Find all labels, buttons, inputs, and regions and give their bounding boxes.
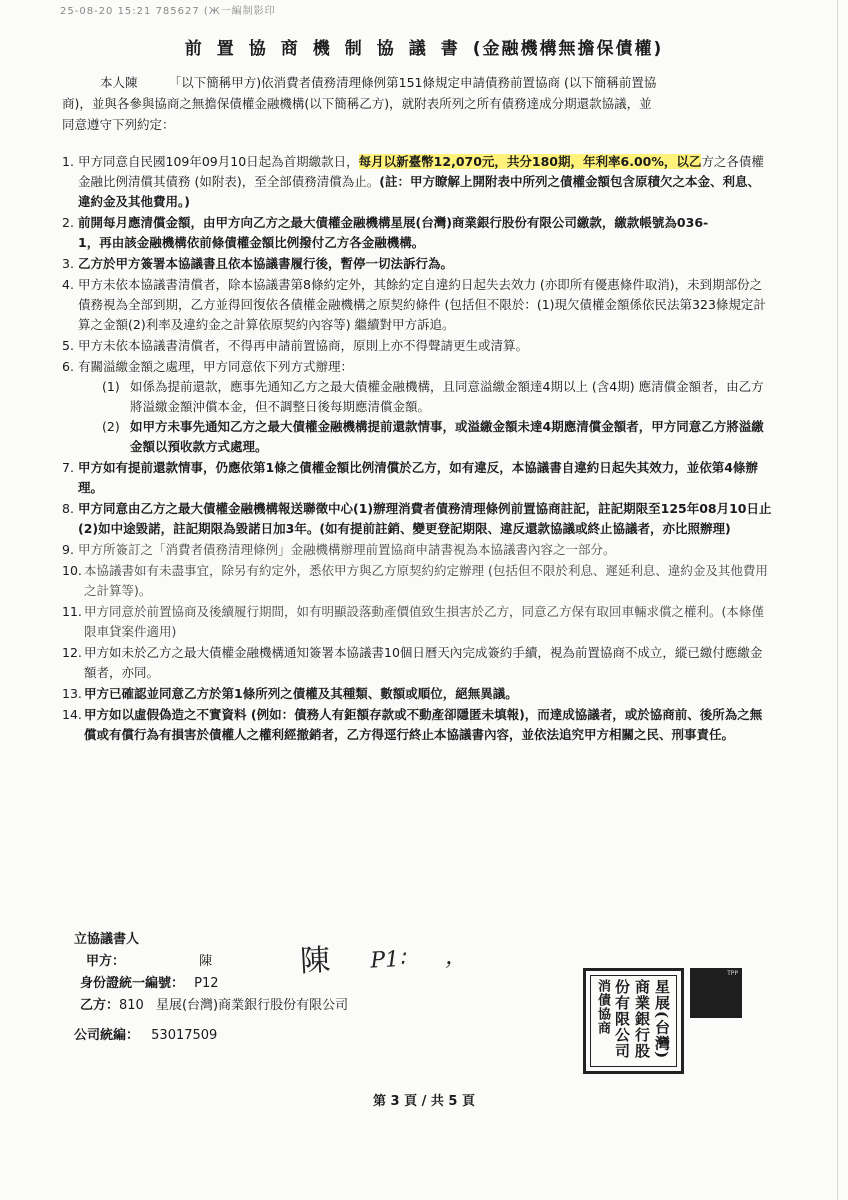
clause-number: 2.	[62, 215, 74, 230]
clause-text: 乙方於甲方簽署本協議書且依本協議書履行後，暫停一切法訴行為。	[78, 256, 454, 271]
clause-text: 甲方未依本協議書清償者，除本協議書第8條約定外，其餘約定自違約日起失去效力 (亦即所有優惠條件取消)，未到期部份之債務視為全部到期，乙方並得回復依各債權金融機構之原契約條件 (包括但不限於：(1)現欠債權金額係依民法第323條規定計算之金額(2)利率及違約金之計算依原契約內容等) 繼續對甲方訴追。	[78, 277, 766, 332]
clause-number: 9.	[62, 542, 74, 557]
clause-text: 甲方未依本協議書清償者，不得再申請前置協商，原則上亦不得聲請更生或清算。	[78, 338, 529, 353]
clause-number: 3.	[62, 256, 74, 271]
clause-1	[62, 152, 772, 212]
id-number-label: 身份證統一編號：	[80, 976, 185, 991]
stamp-text-4: 消債協商	[595, 979, 610, 1035]
stamp-text-2: 商業銀行股	[633, 979, 651, 1059]
page-number: 第 3 頁 / 共 5 頁	[373, 1094, 475, 1109]
clause-number: 14.	[62, 707, 82, 722]
clause-text: 甲方如未於乙方之最大債權金融機構通知簽署本協議書10個日曆天內完成簽約手續，視為前置協商不成立，縱已繳付應繳金額者，亦同。	[84, 645, 763, 680]
handwritten-signature: 陳 P1∶ ，	[299, 942, 468, 980]
party-b-code: 810	[119, 998, 144, 1013]
clause-number: 4.	[62, 277, 74, 292]
clause-13	[62, 684, 772, 704]
clause-5	[62, 336, 772, 356]
clause-10	[62, 561, 772, 601]
clause-text: 甲方所簽訂之「消費者債務清理條例」金融機構辦理前置協商申請書視為本協議書內容之一部分。	[78, 542, 616, 557]
clause-number: 5.	[62, 338, 74, 353]
stamp-text-3: 份有限公司	[613, 979, 631, 1059]
clause-number: 6.	[62, 359, 74, 374]
clause-text: 有關溢繳金額之處理，甲方同意依下列方式辦理：	[78, 359, 354, 374]
clause-1-text-a: 甲方同意自民國109年09月10日起為首期繳款日，	[78, 154, 359, 169]
subclause-2	[102, 417, 772, 457]
clause-9	[62, 540, 772, 560]
clause-6	[62, 357, 772, 457]
clause-11	[62, 602, 772, 642]
intro-paragraph	[62, 72, 772, 135]
clause-1-note: (註：甲方瞭解上開附表中所列之債權金額包含原積欠之本金、利息、違約金及其他費用。)	[78, 174, 760, 209]
clause-3	[62, 254, 772, 274]
clause-number: 7.	[62, 460, 74, 475]
subclause-text: 如甲方未事先通知乙方之最大債權金融機構提前還款情事，或溢繳金額未達4期應清償金額者，甲方同意乙方將溢繳金額以預收款方式處理。	[130, 419, 764, 454]
clause-text: 甲方已確認並同意乙方於第1條所列之債權及其種類、數額或順位，絕無異議。	[84, 686, 518, 701]
clause-text: 甲方同意由乙方之最大債權金融機構報送聯徵中心(1)辦理消費者債務清理條例前置協商註記，註記期限至125年08月10日止(2)如中途毀諾，註記期限為毀諾日加3年。(如有提前註銷、變更登記期限、違反還款協議或終止協議者，亦比照辦理)	[78, 501, 772, 536]
party-a-label: 甲方：	[86, 954, 126, 969]
intro-line-1: 本人陳 「以下簡稱甲方)依消費者債務清理條例第151條規定申請債務前置協商 (以下簡稱前置協	[100, 75, 657, 90]
company-number-value: 53017509	[151, 1028, 218, 1043]
clause-number: 11.	[62, 604, 82, 619]
small-stamp-mark: ТРР	[690, 968, 742, 1018]
clause-1-text-b: 方之各債權金融比例清償其債務 (如附表)，至全部債務清償為止。	[78, 154, 764, 189]
intro-line-2: 商)，並與各參與協商之無擔保債權金融機構(以下簡稱乙方)，就附表所列之所有債務達成分期還款協議，並	[62, 96, 652, 111]
clause-number: 1.	[62, 154, 74, 169]
clause-number: 10.	[62, 563, 82, 578]
title-suffix: (金融機構無擔保債權)	[472, 39, 664, 59]
title-main: 前置協商機制協議書	[184, 39, 473, 59]
subclause-1	[102, 377, 772, 417]
scan-edge-line	[837, 0, 838, 1200]
subclause-number: (2)	[102, 419, 120, 434]
clause-number: 8.	[62, 501, 74, 516]
clause-text: 甲方如以虛假偽造之不實資料 (例如：債務人有鉅額存款或不動產卻隱匿未填報)，而達成協議者，或於協商前、後所為之無償或有償行為有損害於債權人之權利經撤銷者，乙方得逕行終止本協議書內容，並依法追究甲方相關之民、刑事責任。	[84, 707, 763, 742]
party-b-name: 星展(台灣)商業銀行股份有限公司	[155, 998, 349, 1013]
clause-text: 本協議書如有未盡事宜，除另有約定外，悉依甲方與乙方原契約約定辦理 (包括但不限於利息、遲延利息、違約金及其他費用之計算等)。	[84, 563, 768, 598]
clause-7	[62, 458, 772, 498]
intro-line-3: 同意遵守下列約定：	[62, 117, 175, 132]
fax-header-line: 25-08-20 15:21 785627 (Ж一編制影印	[60, 6, 276, 17]
company-number-label: 公司統編：	[74, 1028, 140, 1043]
clause-text: 前開每月應清償金額，由甲方向乙方之最大債權金融機構星展(台灣)商業銀行股份有限公司繳款，繳款帳號為036- 1，再由該金融機構依前條債權金額比例撥付乙方各金融機構。	[78, 215, 771, 250]
clause-8	[62, 499, 772, 539]
party-b-label: 乙方：	[80, 998, 120, 1013]
clause-12	[62, 643, 772, 683]
bank-seal-stamp	[583, 968, 684, 1074]
clause-2	[62, 213, 772, 253]
party-a-name: 陳	[199, 954, 213, 969]
clause-1-highlight: 每月以新臺幣12,070元，共分180期，年利率6.00%，以乙	[358, 154, 702, 169]
id-number-value: P12	[194, 976, 219, 991]
clause-number: 13.	[62, 686, 82, 701]
document-title	[0, 34, 848, 59]
stamp-text-1: 星展(台灣)	[653, 979, 671, 1060]
subclause-text: 如係為提前還款，應事先通知乙方之最大債權金融機構，且同意溢繳金額達4期以上 (含4期) 應清償金額者，由乙方將溢繳金額沖償本金，但不調整日後每期應清償金額。	[130, 379, 764, 414]
subclause-number: (1)	[102, 379, 120, 394]
clause-text: 甲方如有提前還款情事，仍應依第1條之債權金額比例清償於乙方，如有違反，本協議書自違約日起失其效力，並依第4條辦理。	[78, 460, 758, 495]
clause-14	[62, 705, 772, 745]
clause-list	[62, 152, 772, 746]
clause-4	[62, 275, 772, 335]
clause-text: 甲方同意於前置協商及後續履行期間，如有明顯設落動產價值致生損害於乙方，同意乙方保有取回車輛求償之權利。(本條僅限車貸案件適用)	[84, 604, 764, 639]
clause-number: 12.	[62, 645, 82, 660]
signatories-heading: 立協議書人	[74, 932, 140, 947]
